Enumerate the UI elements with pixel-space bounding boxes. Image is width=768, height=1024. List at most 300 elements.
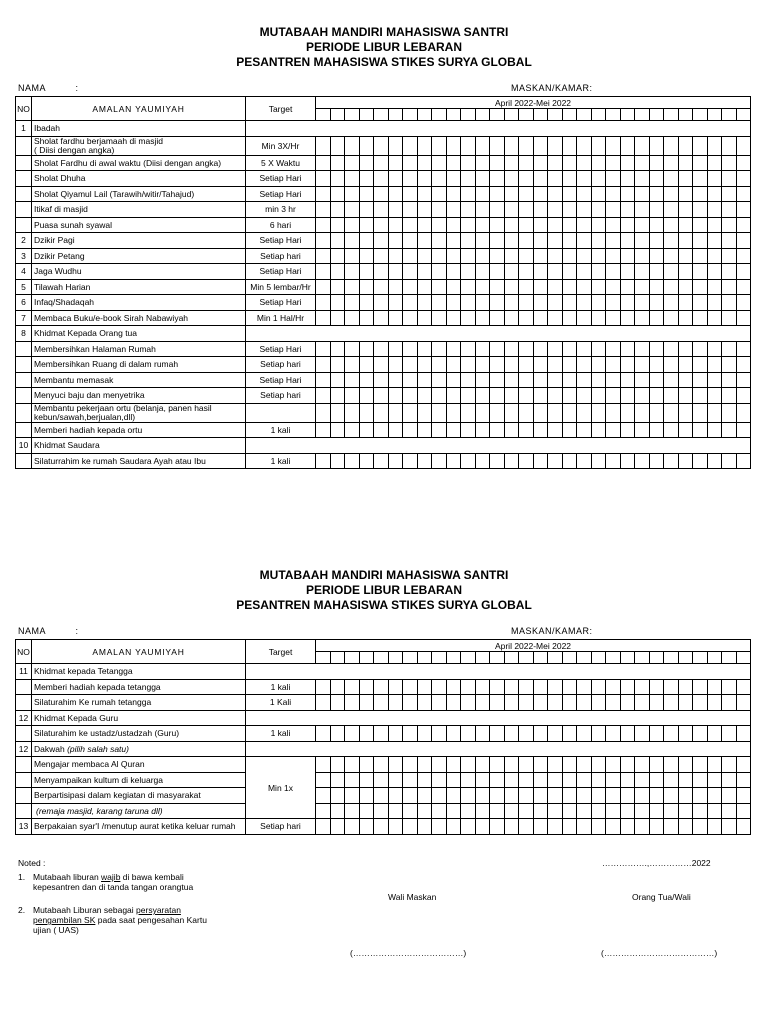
check-cell[interactable]	[548, 295, 563, 311]
check-cell[interactable]	[649, 202, 664, 218]
check-cell[interactable]	[388, 233, 403, 249]
check-cell[interactable]	[606, 264, 621, 280]
check-cell[interactable]	[490, 136, 505, 155]
check-cell[interactable]	[446, 403, 461, 422]
check-cell[interactable]	[504, 248, 519, 264]
check-cell[interactable]	[446, 341, 461, 357]
check-cell[interactable]	[722, 772, 737, 788]
check-cell[interactable]	[403, 136, 418, 155]
check-cell[interactable]	[635, 695, 650, 711]
check-cell[interactable]	[374, 171, 389, 187]
check-cell[interactable]	[446, 388, 461, 404]
check-cell[interactable]	[548, 726, 563, 742]
check-cell[interactable]	[504, 772, 519, 788]
check-cell[interactable]	[461, 217, 476, 233]
check-cell[interactable]	[359, 726, 374, 742]
check-cell[interactable]	[316, 310, 331, 326]
check-cell[interactable]	[345, 233, 360, 249]
check-cell[interactable]	[388, 803, 403, 819]
check-cell[interactable]	[707, 772, 722, 788]
check-cell[interactable]	[533, 155, 548, 171]
check-cell[interactable]	[490, 726, 505, 742]
check-cell[interactable]	[548, 202, 563, 218]
check-cell[interactable]	[620, 422, 635, 438]
check-cell[interactable]	[359, 788, 374, 804]
check-cell[interactable]	[620, 772, 635, 788]
check-cell[interactable]	[635, 726, 650, 742]
check-cell[interactable]	[446, 233, 461, 249]
check-cell[interactable]	[620, 453, 635, 469]
check-cell[interactable]	[664, 403, 679, 422]
check-cell[interactable]	[533, 803, 548, 819]
check-cell[interactable]	[664, 788, 679, 804]
check-cell[interactable]	[519, 217, 534, 233]
check-cell[interactable]	[664, 136, 679, 155]
check-cell[interactable]	[577, 772, 592, 788]
check-cell[interactable]	[403, 310, 418, 326]
check-cell[interactable]	[316, 422, 331, 438]
check-cell[interactable]	[649, 695, 664, 711]
check-cell[interactable]	[591, 217, 606, 233]
check-cell[interactable]	[461, 422, 476, 438]
check-cell[interactable]	[548, 679, 563, 695]
check-cell[interactable]	[635, 248, 650, 264]
check-cell[interactable]	[374, 788, 389, 804]
check-cell[interactable]	[490, 202, 505, 218]
check-cell[interactable]	[388, 372, 403, 388]
check-cell[interactable]	[577, 372, 592, 388]
check-cell[interactable]	[533, 453, 548, 469]
check-cell[interactable]	[345, 248, 360, 264]
check-cell[interactable]	[403, 233, 418, 249]
check-cell[interactable]	[722, 186, 737, 202]
check-cell[interactable]	[417, 388, 432, 404]
check-cell[interactable]	[562, 772, 577, 788]
check-cell[interactable]	[504, 295, 519, 311]
check-cell[interactable]	[504, 757, 519, 773]
check-cell[interactable]	[490, 171, 505, 187]
check-cell[interactable]	[388, 248, 403, 264]
check-cell[interactable]	[359, 264, 374, 280]
check-cell[interactable]	[519, 310, 534, 326]
check-cell[interactable]	[403, 357, 418, 373]
check-cell[interactable]	[736, 422, 751, 438]
check-cell[interactable]	[635, 819, 650, 835]
check-cell[interactable]	[403, 186, 418, 202]
check-cell[interactable]	[519, 453, 534, 469]
check-cell[interactable]	[562, 803, 577, 819]
check-cell[interactable]	[707, 403, 722, 422]
check-cell[interactable]	[577, 819, 592, 835]
check-cell[interactable]	[388, 171, 403, 187]
check-cell[interactable]	[577, 155, 592, 171]
check-cell[interactable]	[345, 803, 360, 819]
check-cell[interactable]	[330, 155, 345, 171]
check-cell[interactable]	[475, 819, 490, 835]
check-cell[interactable]	[693, 422, 708, 438]
check-cell[interactable]	[736, 388, 751, 404]
check-cell[interactable]	[664, 233, 679, 249]
check-cell[interactable]	[519, 372, 534, 388]
check-cell[interactable]	[635, 295, 650, 311]
check-cell[interactable]	[345, 772, 360, 788]
check-cell[interactable]	[388, 819, 403, 835]
check-cell[interactable]	[330, 202, 345, 218]
check-cell[interactable]	[446, 788, 461, 804]
check-cell[interactable]	[736, 248, 751, 264]
check-cell[interactable]	[519, 357, 534, 373]
check-cell[interactable]	[504, 679, 519, 695]
check-cell[interactable]	[504, 726, 519, 742]
check-cell[interactable]	[461, 695, 476, 711]
check-cell[interactable]	[345, 341, 360, 357]
check-cell[interactable]	[359, 357, 374, 373]
check-cell[interactable]	[620, 341, 635, 357]
check-cell[interactable]	[722, 233, 737, 249]
check-cell[interactable]	[722, 726, 737, 742]
check-cell[interactable]	[736, 679, 751, 695]
check-cell[interactable]	[562, 695, 577, 711]
check-cell[interactable]	[678, 422, 693, 438]
check-cell[interactable]	[432, 217, 447, 233]
check-cell[interactable]	[635, 341, 650, 357]
check-cell[interactable]	[519, 264, 534, 280]
check-cell[interactable]	[533, 372, 548, 388]
check-cell[interactable]	[403, 788, 418, 804]
check-cell[interactable]	[504, 803, 519, 819]
check-cell[interactable]	[519, 171, 534, 187]
check-cell[interactable]	[359, 310, 374, 326]
check-cell[interactable]	[591, 388, 606, 404]
check-cell[interactable]	[533, 679, 548, 695]
check-cell[interactable]	[722, 217, 737, 233]
check-cell[interactable]	[707, 155, 722, 171]
check-cell[interactable]	[504, 422, 519, 438]
check-cell[interactable]	[330, 819, 345, 835]
check-cell[interactable]	[490, 803, 505, 819]
check-cell[interactable]	[591, 202, 606, 218]
check-cell[interactable]	[533, 202, 548, 218]
check-cell[interactable]	[490, 279, 505, 295]
check-cell[interactable]	[707, 695, 722, 711]
check-cell[interactable]	[316, 803, 331, 819]
check-cell[interactable]	[432, 279, 447, 295]
check-cell[interactable]	[388, 388, 403, 404]
check-cell[interactable]	[330, 772, 345, 788]
check-cell[interactable]	[577, 726, 592, 742]
check-cell[interactable]	[562, 757, 577, 773]
check-cell[interactable]	[316, 171, 331, 187]
check-cell[interactable]	[403, 264, 418, 280]
check-cell[interactable]	[620, 757, 635, 773]
check-cell[interactable]	[548, 788, 563, 804]
check-cell[interactable]	[635, 136, 650, 155]
check-cell[interactable]	[664, 202, 679, 218]
check-cell[interactable]	[504, 217, 519, 233]
check-cell[interactable]	[678, 295, 693, 311]
check-cell[interactable]	[635, 155, 650, 171]
check-cell[interactable]	[736, 279, 751, 295]
check-cell[interactable]	[403, 372, 418, 388]
check-cell[interactable]	[693, 372, 708, 388]
check-cell[interactable]	[345, 186, 360, 202]
check-cell[interactable]	[664, 819, 679, 835]
check-cell[interactable]	[432, 136, 447, 155]
check-cell[interactable]	[403, 453, 418, 469]
check-cell[interactable]	[417, 295, 432, 311]
check-cell[interactable]	[678, 757, 693, 773]
check-cell[interactable]	[374, 372, 389, 388]
check-cell[interactable]	[446, 422, 461, 438]
check-cell[interactable]	[736, 819, 751, 835]
check-cell[interactable]	[606, 679, 621, 695]
check-cell[interactable]	[620, 695, 635, 711]
check-cell[interactable]	[707, 202, 722, 218]
check-cell[interactable]	[432, 233, 447, 249]
check-cell[interactable]	[562, 372, 577, 388]
check-cell[interactable]	[446, 772, 461, 788]
check-cell[interactable]	[707, 679, 722, 695]
check-cell[interactable]	[490, 422, 505, 438]
check-cell[interactable]	[591, 171, 606, 187]
check-cell[interactable]	[446, 757, 461, 773]
check-cell[interactable]	[620, 726, 635, 742]
check-cell[interactable]	[359, 679, 374, 695]
check-cell[interactable]	[345, 310, 360, 326]
check-cell[interactable]	[316, 279, 331, 295]
check-cell[interactable]	[475, 422, 490, 438]
check-cell[interactable]	[678, 679, 693, 695]
check-cell[interactable]	[606, 788, 621, 804]
check-cell[interactable]	[649, 422, 664, 438]
check-cell[interactable]	[649, 136, 664, 155]
check-cell[interactable]	[345, 279, 360, 295]
check-cell[interactable]	[678, 372, 693, 388]
check-cell[interactable]	[649, 217, 664, 233]
check-cell[interactable]	[432, 248, 447, 264]
check-cell[interactable]	[490, 819, 505, 835]
check-cell[interactable]	[316, 453, 331, 469]
check-cell[interactable]	[533, 357, 548, 373]
check-cell[interactable]	[446, 679, 461, 695]
check-cell[interactable]	[417, 279, 432, 295]
check-cell[interactable]	[693, 186, 708, 202]
check-cell[interactable]	[548, 136, 563, 155]
check-cell[interactable]	[591, 357, 606, 373]
check-cell[interactable]	[591, 295, 606, 311]
check-cell[interactable]	[707, 171, 722, 187]
check-cell[interactable]	[359, 202, 374, 218]
check-cell[interactable]	[461, 155, 476, 171]
check-cell[interactable]	[359, 422, 374, 438]
check-cell[interactable]	[359, 819, 374, 835]
check-cell[interactable]	[475, 171, 490, 187]
check-cell[interactable]	[359, 341, 374, 357]
check-cell[interactable]	[635, 403, 650, 422]
check-cell[interactable]	[664, 264, 679, 280]
check-cell[interactable]	[490, 264, 505, 280]
check-cell[interactable]	[606, 757, 621, 773]
check-cell[interactable]	[490, 453, 505, 469]
check-cell[interactable]	[649, 772, 664, 788]
check-cell[interactable]	[316, 772, 331, 788]
check-cell[interactable]	[475, 264, 490, 280]
check-cell[interactable]	[417, 695, 432, 711]
check-cell[interactable]	[374, 388, 389, 404]
check-cell[interactable]	[374, 136, 389, 155]
check-cell[interactable]	[461, 757, 476, 773]
check-cell[interactable]	[345, 819, 360, 835]
check-cell[interactable]	[475, 772, 490, 788]
check-cell[interactable]	[649, 726, 664, 742]
check-cell[interactable]	[330, 803, 345, 819]
check-cell[interactable]	[374, 233, 389, 249]
check-cell[interactable]	[403, 772, 418, 788]
check-cell[interactable]	[606, 202, 621, 218]
check-cell[interactable]	[562, 233, 577, 249]
check-cell[interactable]	[693, 136, 708, 155]
check-cell[interactable]	[316, 757, 331, 773]
check-cell[interactable]	[693, 803, 708, 819]
check-cell[interactable]	[519, 388, 534, 404]
check-cell[interactable]	[577, 679, 592, 695]
check-cell[interactable]	[475, 341, 490, 357]
check-cell[interactable]	[548, 757, 563, 773]
check-cell[interactable]	[707, 803, 722, 819]
check-cell[interactable]	[562, 726, 577, 742]
check-cell[interactable]	[577, 403, 592, 422]
check-cell[interactable]	[461, 372, 476, 388]
check-cell[interactable]	[475, 803, 490, 819]
check-cell[interactable]	[330, 233, 345, 249]
check-cell[interactable]	[519, 186, 534, 202]
check-cell[interactable]	[693, 388, 708, 404]
check-cell[interactable]	[432, 357, 447, 373]
check-cell[interactable]	[533, 757, 548, 773]
check-cell[interactable]	[403, 819, 418, 835]
check-cell[interactable]	[432, 155, 447, 171]
check-cell[interactable]	[664, 171, 679, 187]
check-cell[interactable]	[635, 357, 650, 373]
check-cell[interactable]	[461, 279, 476, 295]
check-cell[interactable]	[446, 264, 461, 280]
check-cell[interactable]	[707, 279, 722, 295]
check-cell[interactable]	[577, 422, 592, 438]
check-cell[interactable]	[649, 233, 664, 249]
check-cell[interactable]	[722, 388, 737, 404]
check-cell[interactable]	[490, 695, 505, 711]
check-cell[interactable]	[736, 453, 751, 469]
check-cell[interactable]	[316, 155, 331, 171]
check-cell[interactable]	[620, 403, 635, 422]
check-cell[interactable]	[664, 453, 679, 469]
check-cell[interactable]	[606, 155, 621, 171]
check-cell[interactable]	[330, 279, 345, 295]
check-cell[interactable]	[722, 695, 737, 711]
check-cell[interactable]	[519, 819, 534, 835]
check-cell[interactable]	[722, 295, 737, 311]
check-cell[interactable]	[461, 726, 476, 742]
check-cell[interactable]	[620, 279, 635, 295]
check-cell[interactable]	[519, 248, 534, 264]
check-cell[interactable]	[548, 171, 563, 187]
check-cell[interactable]	[591, 819, 606, 835]
check-cell[interactable]	[330, 388, 345, 404]
check-cell[interactable]	[591, 186, 606, 202]
check-cell[interactable]	[345, 422, 360, 438]
check-cell[interactable]	[620, 357, 635, 373]
check-cell[interactable]	[533, 248, 548, 264]
check-cell[interactable]	[649, 264, 664, 280]
check-cell[interactable]	[693, 264, 708, 280]
check-cell[interactable]	[548, 310, 563, 326]
check-cell[interactable]	[461, 202, 476, 218]
check-cell[interactable]	[664, 155, 679, 171]
check-cell[interactable]	[606, 295, 621, 311]
check-cell[interactable]	[374, 310, 389, 326]
check-cell[interactable]	[490, 310, 505, 326]
check-cell[interactable]	[490, 186, 505, 202]
check-cell[interactable]	[345, 171, 360, 187]
check-cell[interactable]	[548, 695, 563, 711]
check-cell[interactable]	[577, 310, 592, 326]
check-cell[interactable]	[446, 453, 461, 469]
check-cell[interactable]	[446, 695, 461, 711]
check-cell[interactable]	[519, 788, 534, 804]
check-cell[interactable]	[722, 803, 737, 819]
check-cell[interactable]	[606, 726, 621, 742]
check-cell[interactable]	[504, 357, 519, 373]
check-cell[interactable]	[722, 679, 737, 695]
check-cell[interactable]	[403, 217, 418, 233]
check-cell[interactable]	[316, 202, 331, 218]
check-cell[interactable]	[736, 136, 751, 155]
check-cell[interactable]	[359, 136, 374, 155]
check-cell[interactable]	[548, 217, 563, 233]
check-cell[interactable]	[678, 217, 693, 233]
check-cell[interactable]	[664, 341, 679, 357]
check-cell[interactable]	[475, 388, 490, 404]
check-cell[interactable]	[490, 372, 505, 388]
check-cell[interactable]	[330, 788, 345, 804]
check-cell[interactable]	[330, 726, 345, 742]
check-cell[interactable]	[693, 403, 708, 422]
check-cell[interactable]	[736, 186, 751, 202]
check-cell[interactable]	[446, 155, 461, 171]
check-cell[interactable]	[533, 186, 548, 202]
check-cell[interactable]	[577, 357, 592, 373]
check-cell[interactable]	[490, 679, 505, 695]
check-cell[interactable]	[475, 279, 490, 295]
check-cell[interactable]	[388, 403, 403, 422]
check-cell[interactable]	[374, 186, 389, 202]
check-cell[interactable]	[388, 726, 403, 742]
check-cell[interactable]	[461, 186, 476, 202]
check-cell[interactable]	[678, 695, 693, 711]
check-cell[interactable]	[548, 803, 563, 819]
check-cell[interactable]	[548, 403, 563, 422]
check-cell[interactable]	[345, 264, 360, 280]
check-cell[interactable]	[417, 453, 432, 469]
check-cell[interactable]	[722, 202, 737, 218]
check-cell[interactable]	[345, 403, 360, 422]
check-cell[interactable]	[417, 372, 432, 388]
check-cell[interactable]	[490, 248, 505, 264]
check-cell[interactable]	[359, 388, 374, 404]
check-cell[interactable]	[359, 233, 374, 249]
check-cell[interactable]	[461, 388, 476, 404]
check-cell[interactable]	[649, 186, 664, 202]
